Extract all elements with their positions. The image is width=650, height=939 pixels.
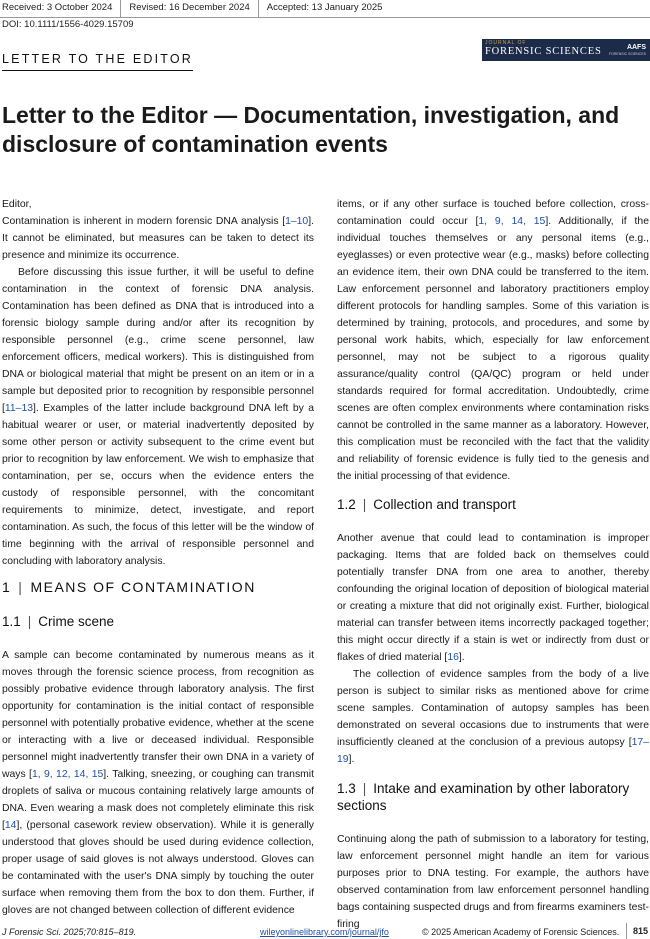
left-column-crime-scene: [2, 647, 314, 919]
citation-link[interactable]: 1, 9, 14, 15: [478, 216, 546, 227]
logo-org-sub: FORENSIC SCIENCES: [609, 52, 646, 56]
subsection-heading-intake: 1.3 | Intake and examination by other laboratory sections: [337, 781, 630, 813]
subsection-heading-collection: 1.2 | Collection and transport: [337, 497, 516, 512]
right-column-intake: [337, 831, 649, 933]
citation-link[interactable]: 16: [447, 652, 459, 663]
revised-date: Revised: 16 December 2024: [121, 0, 258, 17]
accepted-date: Accepted: 13 January 2025: [266, 2, 383, 13]
paragraph: items, or if any other surface is touched before collection, cross-contamination could occur [1, 9, 14, 15]. Additionally, if the individual touches themselves or any personal items (e.g., eyeglasses) or even protective wear (e.g., masks) before collecting an evidence item, their own DNA could be transferred to the item. Law enforcement personnel and laboratory practitioners employ different protocols for handling samples. Some of this variation is determined by training, protocols, and procedures, and some by personal work habits, which, especially for law enforcement personnel, may not be subject to a rigorous quality assurance/quality control (QA/QC) program or held under standards required for formal accreditation. Undoubtedly, crime scenes are often complex environments where contamination risks cannot be controlled in the same manner as a laboratory. However, this complication must be reconciled with the fact that the validity and reliability of forensic evidence is fully tied to the genesis and the initial processing of that evidence.: [337, 199, 649, 482]
left-column-intro: [2, 196, 314, 570]
journal-logo[interactable]: [482, 39, 650, 61]
citation-link[interactable]: 11–13: [4, 403, 34, 414]
salutation: Editor,: [2, 199, 32, 210]
journal-citation: J Forensic Sci. 2025;70:815–819.: [2, 927, 137, 937]
paragraph: Before discussing this issue further, it will be useful to define contamination in the context of forensic DNA analysis. Contamination has been defined as DNA that is introduced into a forensic biology sample during and/or after its recognition by responsible personnel (e.g., crime scene personnel, law enforcement officers, medical workers). This is distinguished from DNA or biological material that might be present on an item or in a sample but deposited prior to recognition by responsible personnel [11–13]. Examples of the latter include background DNA left by a habitual wearer or user, or material inadvertently deposited by some other person or activity subsequent to the crime event but prior to recognition by law enforcement. We wish to emphasize that contamination, per se, occurs when the evidence enters the custody of responsible personnel, with the concomitant requirements to minimize, detect, investigate, and report contamination. As such, the focus of this letter will be the window of time beginning with the arrival of responsible personnel and concluding with laboratory analysis.: [2, 267, 314, 567]
right-column-collection: [337, 530, 649, 768]
history-dates: [0, 0, 390, 17]
paragraph: A sample can become contaminated by numerous means as it moves through the forensic science process, from recognition as possibly probative evidence through laboratory analysis. The first opportunity for contamination is the initial contact of responsible personnel with potentially probative evidence, whether at the scene or interacting with a live or deceased individual. Responsible personnel might inadvertently transfer their own DNA in a variety of ways [1, 9, 12, 14, 15]. Talking, sneezing, or coughing can transmit droplets of saliva or mucous containing relatively large amounts of DNA. Even wearing a mask does not completely eliminate this risk [14], (personal casework review observation). While it is generally understood that gloves should be used during evidence collection, proper usage of said gloves is not always understood. Gloves can be contaminated with the user's DNA simply by touching the outer surface when removing them from the box to don them. Further, if gloves are not changed between collection of different evidence: [2, 650, 314, 916]
citation-link[interactable]: 1–10: [285, 216, 309, 227]
doi: DOI: 10.1111/1556-4029.15709: [2, 19, 134, 30]
paragraph: Continuing along the path of submission to a laboratory for testing, law enforcement personnel might handle an item for various purposes prior to DNA testing. For example, the authors have observed contamination from law enforcement personnel handling bags containing suspected drugs and from firearms examiners test-firing: [337, 834, 649, 930]
paragraph: Another avenue that could lead to contamination is improper packaging. Items that are folded back on themselves could potentially transfer DNA from one area to another, thereby confounding the original location of deposition of biological material or creating a mixture that did not originally exist. Further, biological material can transfer between items incorrectly packaged together; this might occur directly if a stain is wet or indirectly from dust or flakes of dried material [16].: [337, 533, 649, 663]
section-heading-means: 1 | MEANS OF CONTAMINATION: [2, 579, 256, 595]
section-type: LETTER TO THE EDITOR: [2, 52, 193, 71]
right-column-top: [337, 196, 649, 485]
journal-url-link[interactable]: wileyonlinelibrary.com/journal/jfo: [260, 927, 389, 937]
subsection-heading-crime-scene: 1.1 | Crime scene: [2, 614, 115, 629]
citation-link[interactable]: 1, 9, 12, 14, 15: [31, 769, 104, 780]
logo-journal-of: JOURNAL OF: [485, 40, 527, 46]
header-rule: [0, 17, 650, 18]
copyright: © 2025 American Academy of Forensic Sciences.: [422, 927, 620, 937]
page-number: 815: [626, 923, 650, 939]
logo-org: AAFS: [626, 44, 646, 51]
citation-link[interactable]: 17–19: [337, 737, 649, 765]
logo-title: FORENSIC SCIENCES: [485, 46, 602, 57]
paragraph: Contamination is inherent in modern forensic DNA analysis [1–10]. It cannot be eliminated, but measures can be taken to detect its presence and minimize its occurrence.: [2, 216, 314, 261]
article-title: Letter to the Editor — Documentation, investigation, and disclosure of contamination events: [2, 102, 620, 157]
received-date: Received: 3 October 2024: [0, 0, 121, 17]
paragraph: The collection of evidence samples from the body of a live person is subject to similar risks as mentioned above for crime scene samples. Contamination of autopsy samples has been demonstrated on several occasions due to instruments that were insufficiently cleaned at the conclusion of a previous autopsy [17–19].: [337, 669, 649, 765]
citation-link[interactable]: 14: [4, 820, 17, 831]
